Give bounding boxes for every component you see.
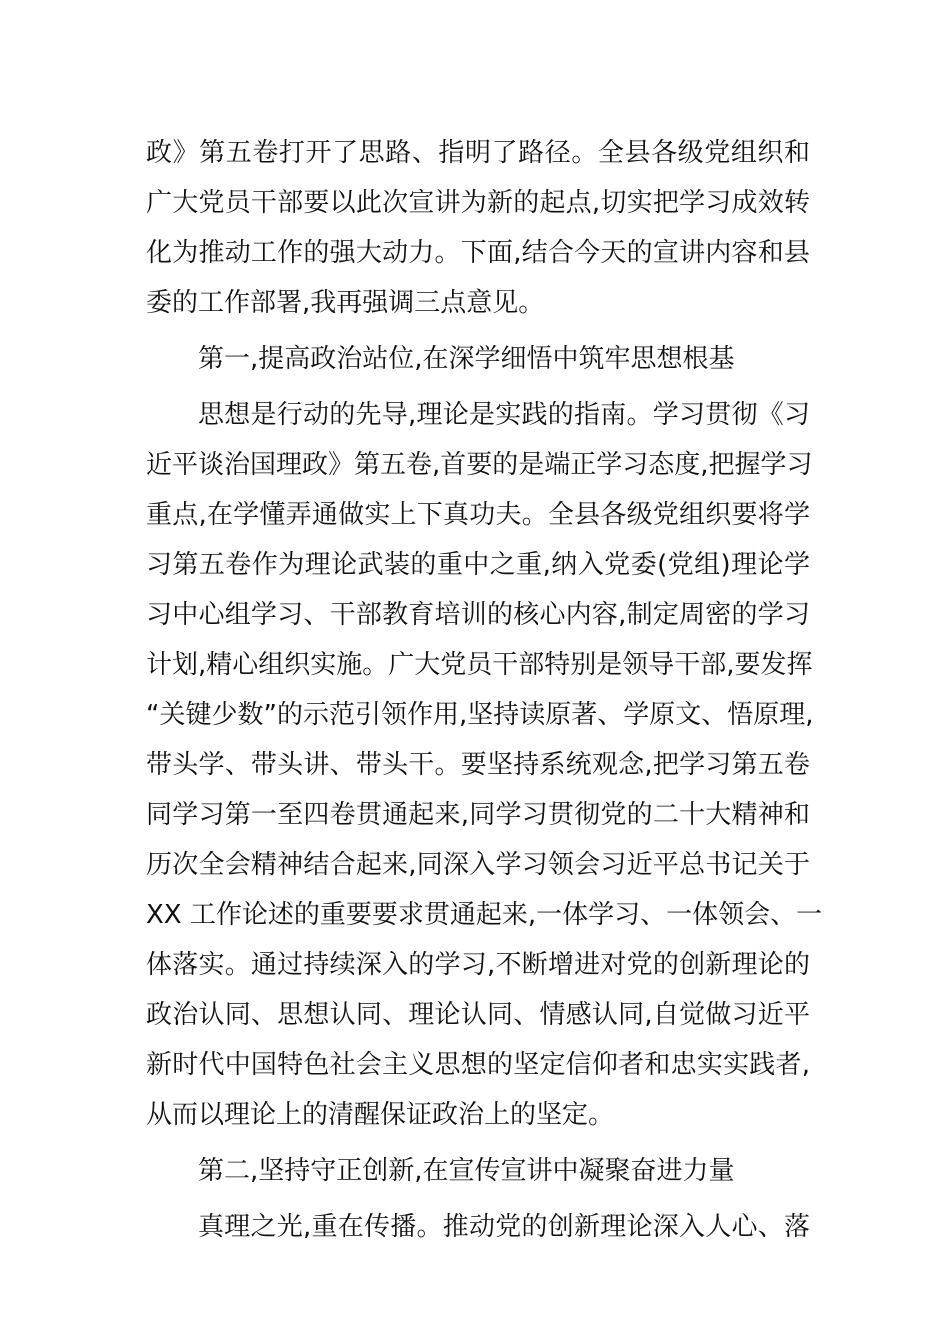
text-line: 政治认同、思想认同、理论认同、情感认同,自觉做习近平 [146,1000,810,1030]
text-line: 同学习第一至四卷贯通起来,同学习贯彻党的二十大精神和 [146,800,810,830]
text-line: 习中心组学习、干部教育培训的核心内容,制定周密的学习 [146,600,810,630]
section-heading-1 [146,334,810,384]
text-line: 从而以理论上的清醒保证政治上的坚定。 [146,1100,615,1130]
paragraph [146,1202,810,1252]
paragraph [146,390,823,1140]
heading-text: 第二,坚持守正创新,在宣传宣讲中凝聚奋进力量 [198,1156,735,1186]
text-line: 真理之光,重在传播。推动党的创新理论深入人心、落 [198,1212,810,1242]
text-line: 化为推动工作的强大动力。下面,结合今天的宣讲内容和县 [146,238,810,268]
paragraph-continued [146,128,810,328]
text-line: 近平谈治国理政》第五卷,首要的是端正学习态度,把握学习 [146,450,813,480]
text-line: 新时代中国特色社会主义思想的坚定信仰者和忠实实践者, [146,1050,810,1080]
heading-text: 第一,提高政治站位,在深学细悟中筑牢思想根基 [198,344,735,374]
text-line: 委的工作部署,我再强调三点意见。 [146,288,545,318]
text-line: “关键少数”的示范引领作用,坚持读原著、学原文、悟原理, [146,700,814,730]
text-line: 体落实。通过持续深入的学习,不断增进对党的创新理论的 [146,950,810,980]
text-line: 习第五卷作为理论武装的重中之重,纳入党委(党组)理论学 [146,550,810,580]
text-line: XX 工作论述的重要要求贯通起来,一体学习、一体领会、一 [146,900,823,930]
text-line: 重点,在学懂弄通做实上下真功夫。全县各级党组织要将学 [146,500,810,530]
text-line: 政》第五卷打开了思路、指明了路径。全县各级党组织和 [146,138,810,168]
document-body [146,128,823,1252]
text-line: 广大党员干部要以此次宣讲为新的起点,切实把学习成效转 [146,188,810,218]
text-line: 思想是行动的先导,理论是实践的指南。学习贯彻《习 [198,400,810,430]
text-line: 计划,精心组织实施。广大党员干部特别是领导干部,要发挥 [146,650,813,680]
text-line: 历次全会精神结合起来,同深入学习领会习近平总书记关于 [146,850,810,880]
section-heading-2 [146,1146,810,1196]
text-line: 带头学、带头讲、带头干。要坚持系统观念,把学习第五卷 [146,750,810,780]
